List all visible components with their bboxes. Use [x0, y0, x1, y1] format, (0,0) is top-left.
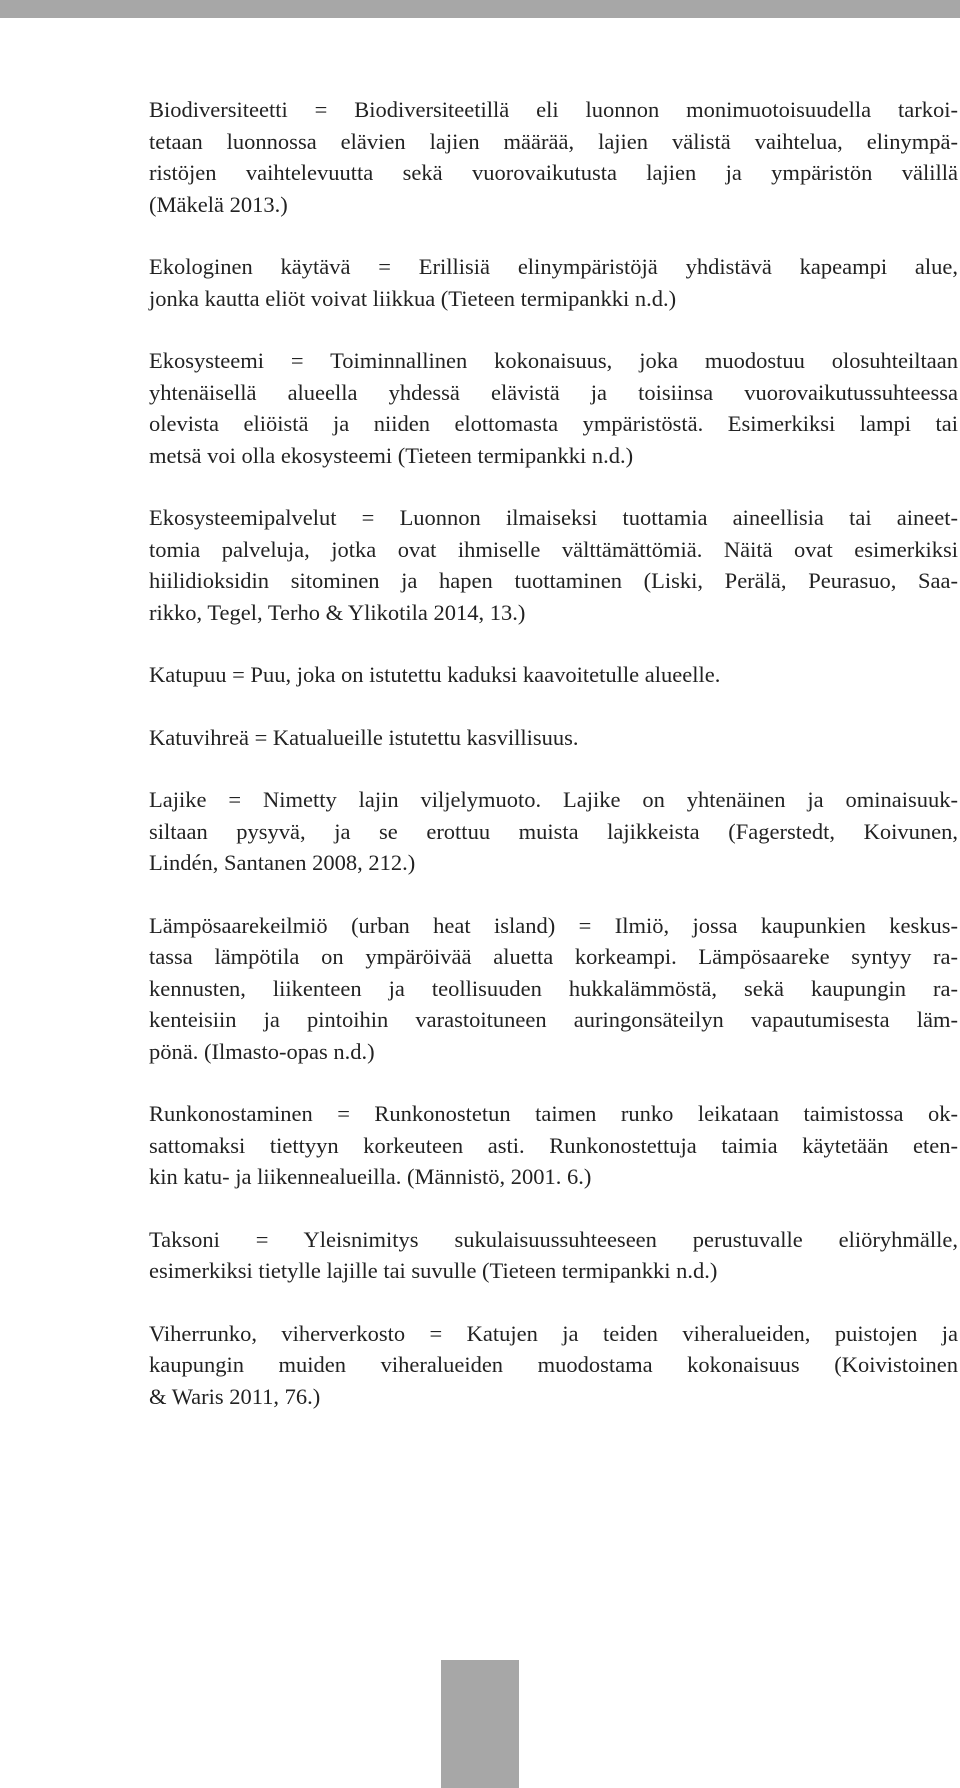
text-line: Katuvihreä = Katualueille istutettu kasvillisuus. — [149, 724, 579, 750]
text-line: tomia palveluja, jotka ovat ihmiselle välttämättömiä. Näitä ovat esimerkiksi — [149, 536, 958, 562]
text-line: rikko, Tegel, Terho & Ylikotila 2014, 13.) — [149, 599, 526, 625]
glossary-entry-ekosysteemipalvelut — [149, 502, 958, 628]
text-line: hiilidioksidin sitominen ja hapen tuottaminen (Liski, Perälä, Peurasuo, Saa- — [149, 568, 958, 593]
text-line: Viherrunko, viherverkosto = Katujen ja teiden viheralueiden, puistojen ja — [149, 1320, 958, 1346]
glossary-entry-ekosysteemi — [149, 345, 958, 471]
text-line: kennusten, liikenteen ja teollisuuden hukkalämmöstä, sekä kaupungin ra- — [149, 975, 958, 1001]
text-line: Katupuu = Puu, joka on istutettu kaduksi kaavoitetulle alueelle. — [149, 662, 721, 687]
text-line: Lämpösaarekeilmiö (urban heat island) = Ilmiö, jossa kaupunkien keskus- — [149, 912, 958, 938]
text-line: kin katu- ja liikennealueilla. (Männistö, 2001. 6.) — [149, 1164, 592, 1189]
text-line: tetaan luonnossa elävien lajien määrää, lajien välistä vaihtelua, elinympä- — [149, 128, 958, 154]
text-line: Lindén, Santanen 2008, 212.) — [149, 850, 416, 875]
text-line: Biodiversiteetti = Biodiversiteetillä eli luonnon monimuotoisuudella tarkoi- — [149, 97, 958, 122]
text-line: ristöjen vaihtelevuutta sekä vuorovaikutusta lajien ja ympäristön välillä — [149, 160, 958, 185]
text-line: & Waris 2011, 76.) — [149, 1383, 321, 1409]
text-line: kenteisiin ja pintoihin varastoituneen auringonsäteilyn vapautumisesta läm- — [149, 1007, 958, 1032]
text-line: tassa lämpötila on ympäröivää aluetta korkeampi. Lämpösaareke syntyy ra- — [149, 944, 958, 969]
glossary-entry-taksoni — [149, 1224, 958, 1287]
text-line: pönä. (Ilmasto-opas n.d.) — [149, 1038, 375, 1064]
text-line: Ekologinen käytävä = Erillisiä elinympäristöjä yhdistävä kapeampi alue, — [149, 254, 958, 279]
header-bar — [0, 0, 960, 18]
glossary-entry-katupuu — [149, 659, 958, 691]
text-line: Ekosysteemi = Toiminnallinen kokonaisuus, joka muodostuu olosuhteiltaan — [149, 348, 958, 373]
text-line: Lajike = Nimetty lajin viljelymuoto. Lajike on yhtenäinen ja ominaisuuk- — [149, 787, 958, 812]
glossary-entry-runkonostaminen — [149, 1098, 958, 1193]
text-line: kaupungin muiden viheralueiden muodostama kokonaisuus (Koivistoinen — [149, 1352, 958, 1377]
glossary-body — [149, 94, 958, 1443]
glossary-entry-viherrunko — [149, 1318, 958, 1413]
text-line: yhtenäisellä alueella yhdessä elävistä ja toisiinsa vuorovaikutussuhteessa — [149, 379, 958, 405]
text-line: olevista eliöistä ja niiden elottomasta ympäristöstä. Esimerkiksi lampi tai — [149, 411, 958, 436]
text-line: Taksoni = Yleisnimitys sukulaisuussuhteeseen perustuvalle eliöryhmälle, — [149, 1226, 958, 1252]
text-line: metsä voi olla ekosysteemi (Tieteen termipankki n.d.) — [149, 442, 634, 468]
text-line: sattomaksi tiettyyn korkeuteen asti. Runkonostettuja taimia käytetään eten- — [149, 1132, 958, 1158]
glossary-entry-lajike — [149, 784, 958, 879]
text-line: (Mäkelä 2013.) — [149, 191, 288, 217]
glossary-entry-katuvihrea — [149, 722, 958, 754]
glossary-entry-lampasaarekeilmio — [149, 910, 958, 1068]
text-line: Ekosysteemipalvelut = Luonnon ilmaiseksi tuottamia aineellisia tai aineet- — [149, 505, 958, 530]
page-number-tab — [441, 1660, 519, 1788]
text-line: esimerkiksi tietylle lajille tai suvulle (Tieteen termipankki n.d.) — [149, 1258, 718, 1283]
text-line: siltaan pysyvä, ja se erottuu muista lajikkeista (Fagerstedt, Koivunen, — [149, 818, 958, 844]
glossary-entry-biodiversiteetti — [149, 94, 958, 220]
text-line: jonka kautta eliöt voivat liikkua (Tieteen termipankki n.d.) — [149, 285, 677, 311]
glossary-entry-ekologinen-kaytava — [149, 251, 958, 314]
text-line: Runkonostaminen = Runkonostetun taimen runko leikataan taimistossa ok- — [149, 1101, 958, 1126]
